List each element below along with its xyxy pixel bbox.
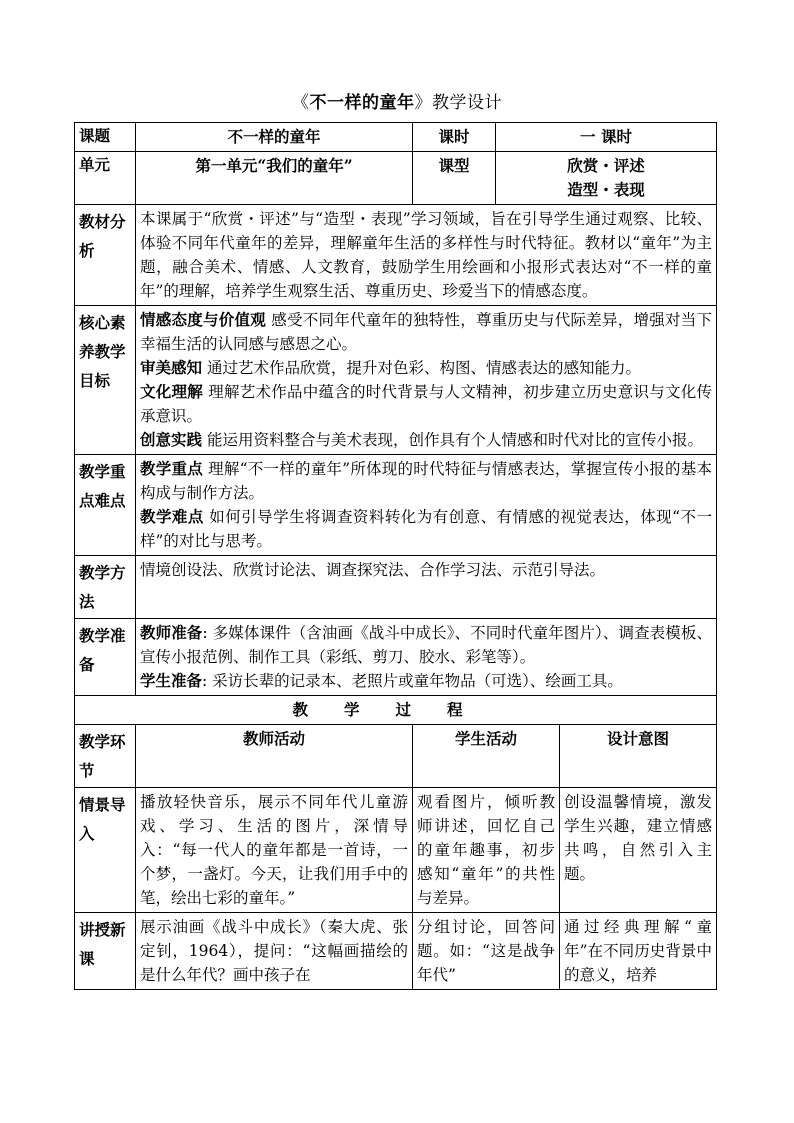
student-prep-key: 学生准备	[140, 671, 203, 690]
goal-item	[140, 380, 712, 428]
process-row	[75, 788, 717, 913]
goal-text: 能运用资料整合与美术表现，创作具有个人情感和时代对比的宣传小报。	[206, 431, 703, 449]
goal-key: 文化理解	[140, 382, 204, 401]
goal-text: 通过艺术作品欣赏，提升对色彩、构图、情感表达的感知能力。	[206, 359, 641, 377]
process-heading: 教学过程	[75, 696, 717, 725]
topic-label: 课题	[75, 123, 136, 152]
col-stage-header: 教学环节	[75, 725, 136, 788]
goals-row	[75, 306, 717, 455]
goal-key: 审美感知	[140, 358, 203, 377]
teacher-prep-text: 多媒体课件（含油画《战斗中成长》、不同时代童年图片）、调查表模板、宣传小报范例、制作工具（彩纸、剪刀、胶水、彩笔等）。	[140, 624, 712, 666]
goal-item	[140, 428, 712, 452]
process-heading-row	[75, 696, 717, 725]
lesson-plan-table	[74, 122, 717, 990]
student-activity: 分组讨论，回答问题。如：“这是战争年代”	[413, 913, 560, 990]
stage-label: 讲授新课	[75, 913, 136, 990]
methods-row	[75, 556, 717, 619]
stage-label: 情景导入	[75, 788, 136, 913]
design-intent: 创设温馨情境，激发学生兴趣，建立情感共鸣，自然引入主题。	[560, 788, 717, 913]
keypoint-text: 理解“不一样的童年”所体现的时代特征与情感表达，掌握宣传小报的基本构成与制作方法。	[140, 460, 712, 502]
keypoint-item	[140, 505, 712, 553]
prep-content	[136, 619, 717, 696]
col-intent-header: 设计意图	[560, 725, 717, 788]
topic-value: 不一样的童年	[136, 123, 413, 152]
unit-label: 单元	[75, 152, 136, 205]
keypoints-label: 教学重点难点	[75, 455, 136, 556]
hours-value: 一 课时	[496, 123, 717, 152]
goals-content	[136, 306, 717, 455]
methods-label: 教学方法	[75, 556, 136, 619]
student-activity: 观看图片，倾听教师讲述，回忆自己的童年趣事，初步感知“童年”的共性与差异。	[413, 788, 560, 913]
design-intent: 通过经典理解“童年”在不同历史背景中的意义，培养	[560, 913, 717, 990]
keypoint-item	[140, 457, 712, 505]
unit-value: 第一单元“我们的童年”	[136, 152, 413, 205]
analysis-label: 教材分析	[75, 205, 136, 306]
keypoints-content	[136, 455, 717, 556]
col-teacher-header: 教师活动	[136, 725, 413, 788]
teacher-prep-key: 教师准备	[140, 623, 203, 642]
document-title: 《不一样的童年》教学设计	[292, 93, 502, 113]
goal-item	[140, 356, 712, 380]
goal-text: 感受不同年代童年的独特性，尊重历史与代际差异，增强对当下幸福生活的认同感与感恩之心。	[140, 311, 712, 353]
goal-key: 情感态度与价值观	[140, 310, 267, 329]
student-prep-text: 采访长辈的记录本、老照片或童年物品（可选）、绘画工具。	[212, 672, 623, 690]
methods-text: 情境创设法、欣赏讨论法、调查探究法、合作学习法、示范引导法。	[136, 556, 717, 619]
prep-row	[75, 619, 717, 696]
topic-row	[75, 123, 717, 152]
type-label: 课型	[413, 152, 496, 205]
keypoint-text: 如何引导学生将调查资料转化为有创意、有情感的视觉表达，体现“不一样”的对比与思考。	[140, 508, 712, 550]
type-value-line-1: 欣赏・评述	[567, 156, 645, 175]
analysis-row	[75, 205, 717, 306]
teacher-activity: 播放轻快音乐，展示不同年代儿童游戏、学习、生活的图片，深情导入：“每一代人的童年都是一首诗，一个梦，一盏灯。今天，让我们用手中的笔，绘出七彩的童年。”	[136, 788, 413, 913]
goals-label: 核心素养教学目标	[75, 306, 136, 455]
process-row	[75, 913, 717, 990]
type-value-line-2: 造型・表现	[567, 180, 645, 199]
keypoint-key: 教学难点	[140, 507, 204, 526]
keypoint-key: 教学重点	[140, 459, 203, 478]
prep-label: 教学准备	[75, 619, 136, 696]
unit-row	[75, 152, 717, 205]
goal-item	[140, 308, 712, 356]
student-prep: 学生准备: 采访长辈的记录本、老照片或童年物品（可选）、绘画工具。	[140, 671, 623, 690]
col-student-header: 学生活动	[413, 725, 560, 788]
teacher-activity: 展示油画《战斗中成长》（秦大虎、张定钊，1964），提问：“这幅画描绘的是什么年代？画中孩子在	[136, 913, 413, 990]
type-value	[496, 152, 717, 205]
analysis-text: 本课属于“欣赏・评述”与“造型・表现”学习领域，旨在引导学生通过观察、比较、体验不同年代童年的差异，理解童年生活的多样性与时代特征。教材以“童年”为主题，融合美术、情感、人文教育，鼓励学生用绘画和小报形式表达对“不一样的童年”的理解，培养学生观察生活、尊重历史、珍爱当下的情感态度。	[136, 205, 717, 306]
keypoints-row	[75, 455, 717, 556]
goal-key: 创意实践	[140, 430, 203, 449]
goal-text: 理解艺术作品中蕴含的时代背景与人文精神，初步建立历史意识与文化传承意识。	[140, 383, 712, 425]
hours-label: 课时	[413, 123, 496, 152]
teacher-prep: 教师准备: 多媒体课件（含油画《战斗中成长》、不同时代童年图片）、调查表模板、宣传小报范例、制作工具（彩纸、剪刀、胶水、彩笔等）。	[140, 623, 712, 666]
process-header-row	[75, 725, 717, 788]
